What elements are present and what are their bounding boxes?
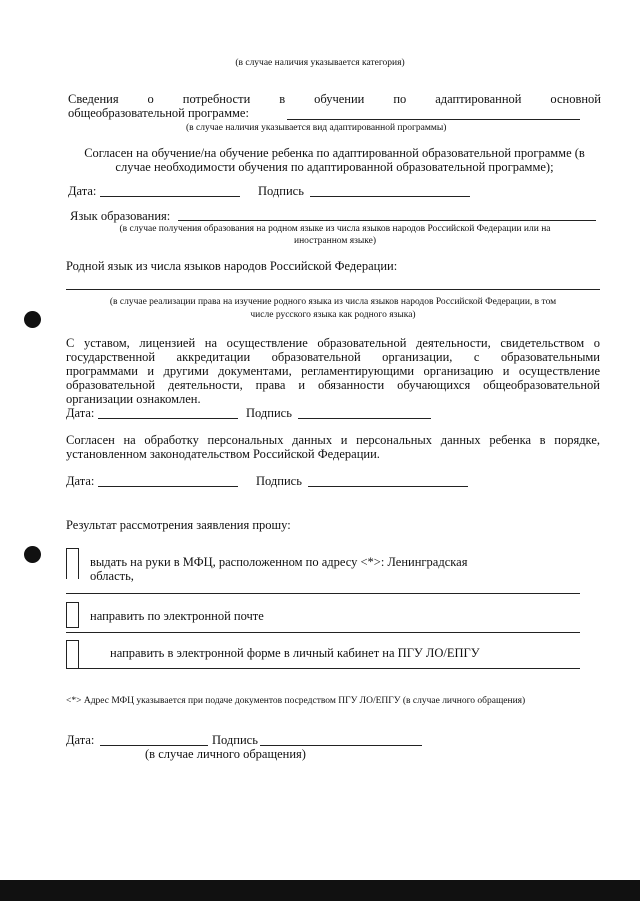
option-checkbox-email[interactable] <box>66 602 79 628</box>
signature-field[interactable] <box>298 418 431 419</box>
option-mfc-label-2: область, <box>90 569 134 583</box>
charter-line-4: образовательной деятельности, права и обязанности обучающихся общеобразовательной <box>66 378 600 392</box>
date-field[interactable] <box>98 486 238 487</box>
date-field[interactable] <box>100 745 208 746</box>
native-language-label: Родной язык из числа языков народов Российской Федерации: <box>66 259 398 273</box>
date-field[interactable] <box>100 196 240 197</box>
result-label: Результат рассмотрения заявления прошу: <box>66 518 291 532</box>
program-label-2: общеобразовательной программе: <box>68 106 249 120</box>
language-field[interactable] <box>178 220 596 221</box>
consent-program-1: Согласен на обучение/на обучение ребенка по адаптированной образовательной программе (в <box>84 146 585 160</box>
program-label: Сведения о потребности в обучении по адаптированной основной <box>68 92 601 106</box>
signature-label: Подпись <box>256 474 302 488</box>
program-field[interactable] <box>287 119 580 120</box>
language-note-1: (в случае получения образования на родном языке из числа языков народов Российской Федерации или на <box>119 224 551 234</box>
pgu-field[interactable] <box>66 668 580 669</box>
charter-line-5: организации ознакомлен. <box>66 392 201 406</box>
language-note-2: иностранном языке) <box>294 236 376 246</box>
personal-visit-note: (в случае личного обращения) <box>145 747 306 761</box>
mfc-address-field[interactable] <box>66 593 580 594</box>
option-pgu-label: направить в электронной форме в личный кабинет на ПГУ ЛО/ЕПГУ <box>110 646 480 660</box>
scan-edge-band <box>0 880 640 901</box>
punch-hole-mark <box>24 546 41 563</box>
consent-program-2: случае необходимости обучения по адаптированной образовательной программе); <box>115 160 554 174</box>
native-note-2: числе русского языка как родного языка) <box>250 310 416 320</box>
signature-label: Подпись <box>258 184 304 198</box>
option-email-label: направить по электронной почте <box>90 609 264 623</box>
personal-data-line-2: установленном законодательством Российской Федерации. <box>66 447 380 461</box>
option-mfc-label: выдать на руки в МФЦ, расположенном по адресу <*>: Ленинградская <box>90 555 468 569</box>
charter-line-3: программами и другими документами, регламентирующими организацию и осуществление <box>66 364 600 378</box>
date-label: Дата: <box>66 406 95 420</box>
charter-line-1: С уставом, лицензией на осуществление образовательной деятельности, свидетельством о <box>66 336 600 350</box>
native-note-1: (в случае реализации права на изучение родного языка из числа языков народов Российской Федерации, в том <box>109 297 557 307</box>
date-label: Дата: <box>66 733 95 747</box>
signature-field[interactable] <box>310 196 470 197</box>
option-checkbox-mfc[interactable] <box>66 548 79 579</box>
category-note: (в случае наличия указывается категория) <box>235 58 405 68</box>
program-note: (в случае наличия указывается вид адаптированной программы) <box>186 123 447 133</box>
signature-field[interactable] <box>308 486 468 487</box>
signature-label: Подпись <box>212 733 258 747</box>
footnote: <*> Адрес МФЦ указывается при подаче документов посредством ПГУ ЛО/ЕПГУ (в случае личного обращения) <box>66 696 526 706</box>
date-label: Дата: <box>68 184 97 198</box>
native-language-field[interactable] <box>66 289 600 290</box>
punch-hole-mark <box>24 311 41 328</box>
date-label: Дата: <box>66 474 95 488</box>
option-checkbox-pgu[interactable] <box>66 640 79 669</box>
language-label: Язык образования: <box>70 209 171 223</box>
email-field[interactable] <box>66 632 580 633</box>
personal-data-line-1: Согласен на обработку персональных данных и персональных данных ребенка в порядке, <box>66 433 600 447</box>
charter-line-2: государственной аккредитации образовательной организации, с образовательными <box>66 350 600 364</box>
signature-field[interactable] <box>260 745 422 746</box>
date-field[interactable] <box>98 418 238 419</box>
signature-label: Подпись <box>246 406 292 420</box>
